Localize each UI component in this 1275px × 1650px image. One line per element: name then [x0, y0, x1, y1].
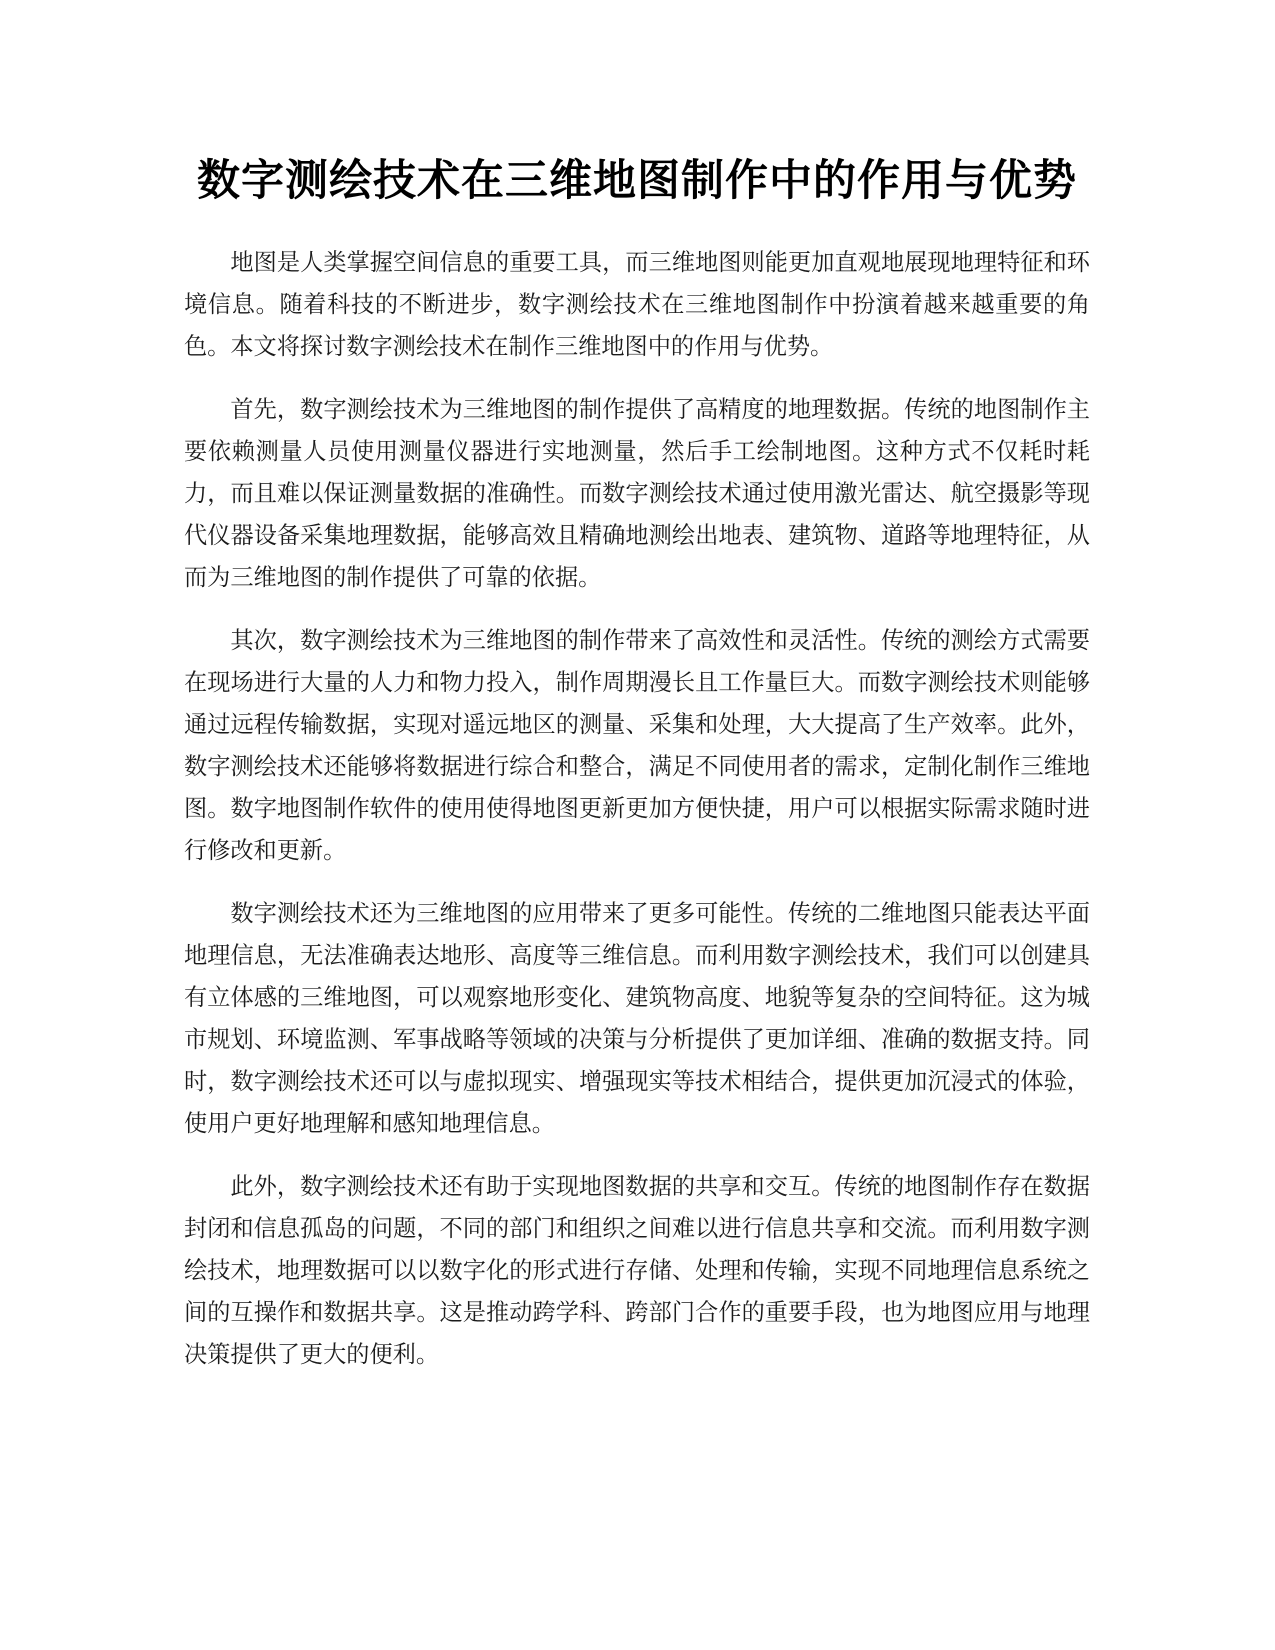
document-body — [184, 242, 1090, 1376]
document-page — [184, 140, 1090, 1397]
paragraph-sharing: 此外，数字测绘技术还有助于实现地图数据的共享和交互。传统的地图制作存在数据封闭和信息孤岛的问题，不同的部门和组织之间难以进行信息共享和交流。而利用数字测绘技术，地理数据可以以数字化的形式进行存储、处理和传输，实现不同地理信息系统之间的互操作和数据共享。这是推动跨学科、跨部门合作的重要手段，也为地图应用与地理决策提供了更大的便利。 — [184, 1173, 1090, 1368]
paragraph-precision: 首先，数字测绘技术为三维地图的制作提供了高精度的地理数据。传统的地图制作主要依赖测量人员使用测量仪器进行实地测量，然后手工绘制地图。这种方式不仅耗时耗力，而且难以保证测量数据的准确性。而数字测绘技术通过使用激光雷达、航空摄影等现代仪器设备采集地理数据，能够高效且精确地测绘出地表、建筑物、道路等地理特征，从而为三维地图的制作提供了可靠的依据。 — [184, 396, 1090, 591]
document-title: 数字测绘技术在三维地图制作中的作用与优势 — [197, 156, 1077, 206]
paragraph-efficiency: 其次，数字测绘技术为三维地图的制作带来了高效性和灵活性。传统的测绘方式需要在现场进行大量的人力和物力投入，制作周期漫长且工作量巨大。而数字测绘技术则能够通过远程传输数据，实现对遥远地区的测量、采集和处理，大大提高了生产效率。此外，数字测绘技术还能够将数据进行综合和整合，满足不同使用者的需求，定制化制作三维地图。数字地图制作软件的使用使得地图更新更加方便快捷，用户可以根据实际需求随时进行修改和更新。 — [184, 627, 1090, 864]
paragraph-intro: 地图是人类掌握空间信息的重要工具，而三维地图则能更加直观地展现地理特征和环境信息。随着科技的不断进步，数字测绘技术在三维地图制作中扮演着越来越重要的角色。本文将探讨数字测绘技术在制作三维地图中的作用与优势。 — [184, 249, 1090, 360]
paragraph-applications: 数字测绘技术还为三维地图的应用带来了更多可能性。传统的二维地图只能表达平面地理信息，无法准确表达地形、高度等三维信息。而利用数字测绘技术，我们可以创建具有立体感的三维地图，可以观察地形变化、建筑物高度、地貌等复杂的空间特征。这为城市规划、环境监测、军事战略等领域的决策与分析提供了更加详细、准确的数据支持。同时，数字测绘技术还可以与虚拟现实、增强现实等技术相结合，提供更加沉浸式的体验，使用户更好地理解和感知地理信息。 — [184, 900, 1090, 1137]
